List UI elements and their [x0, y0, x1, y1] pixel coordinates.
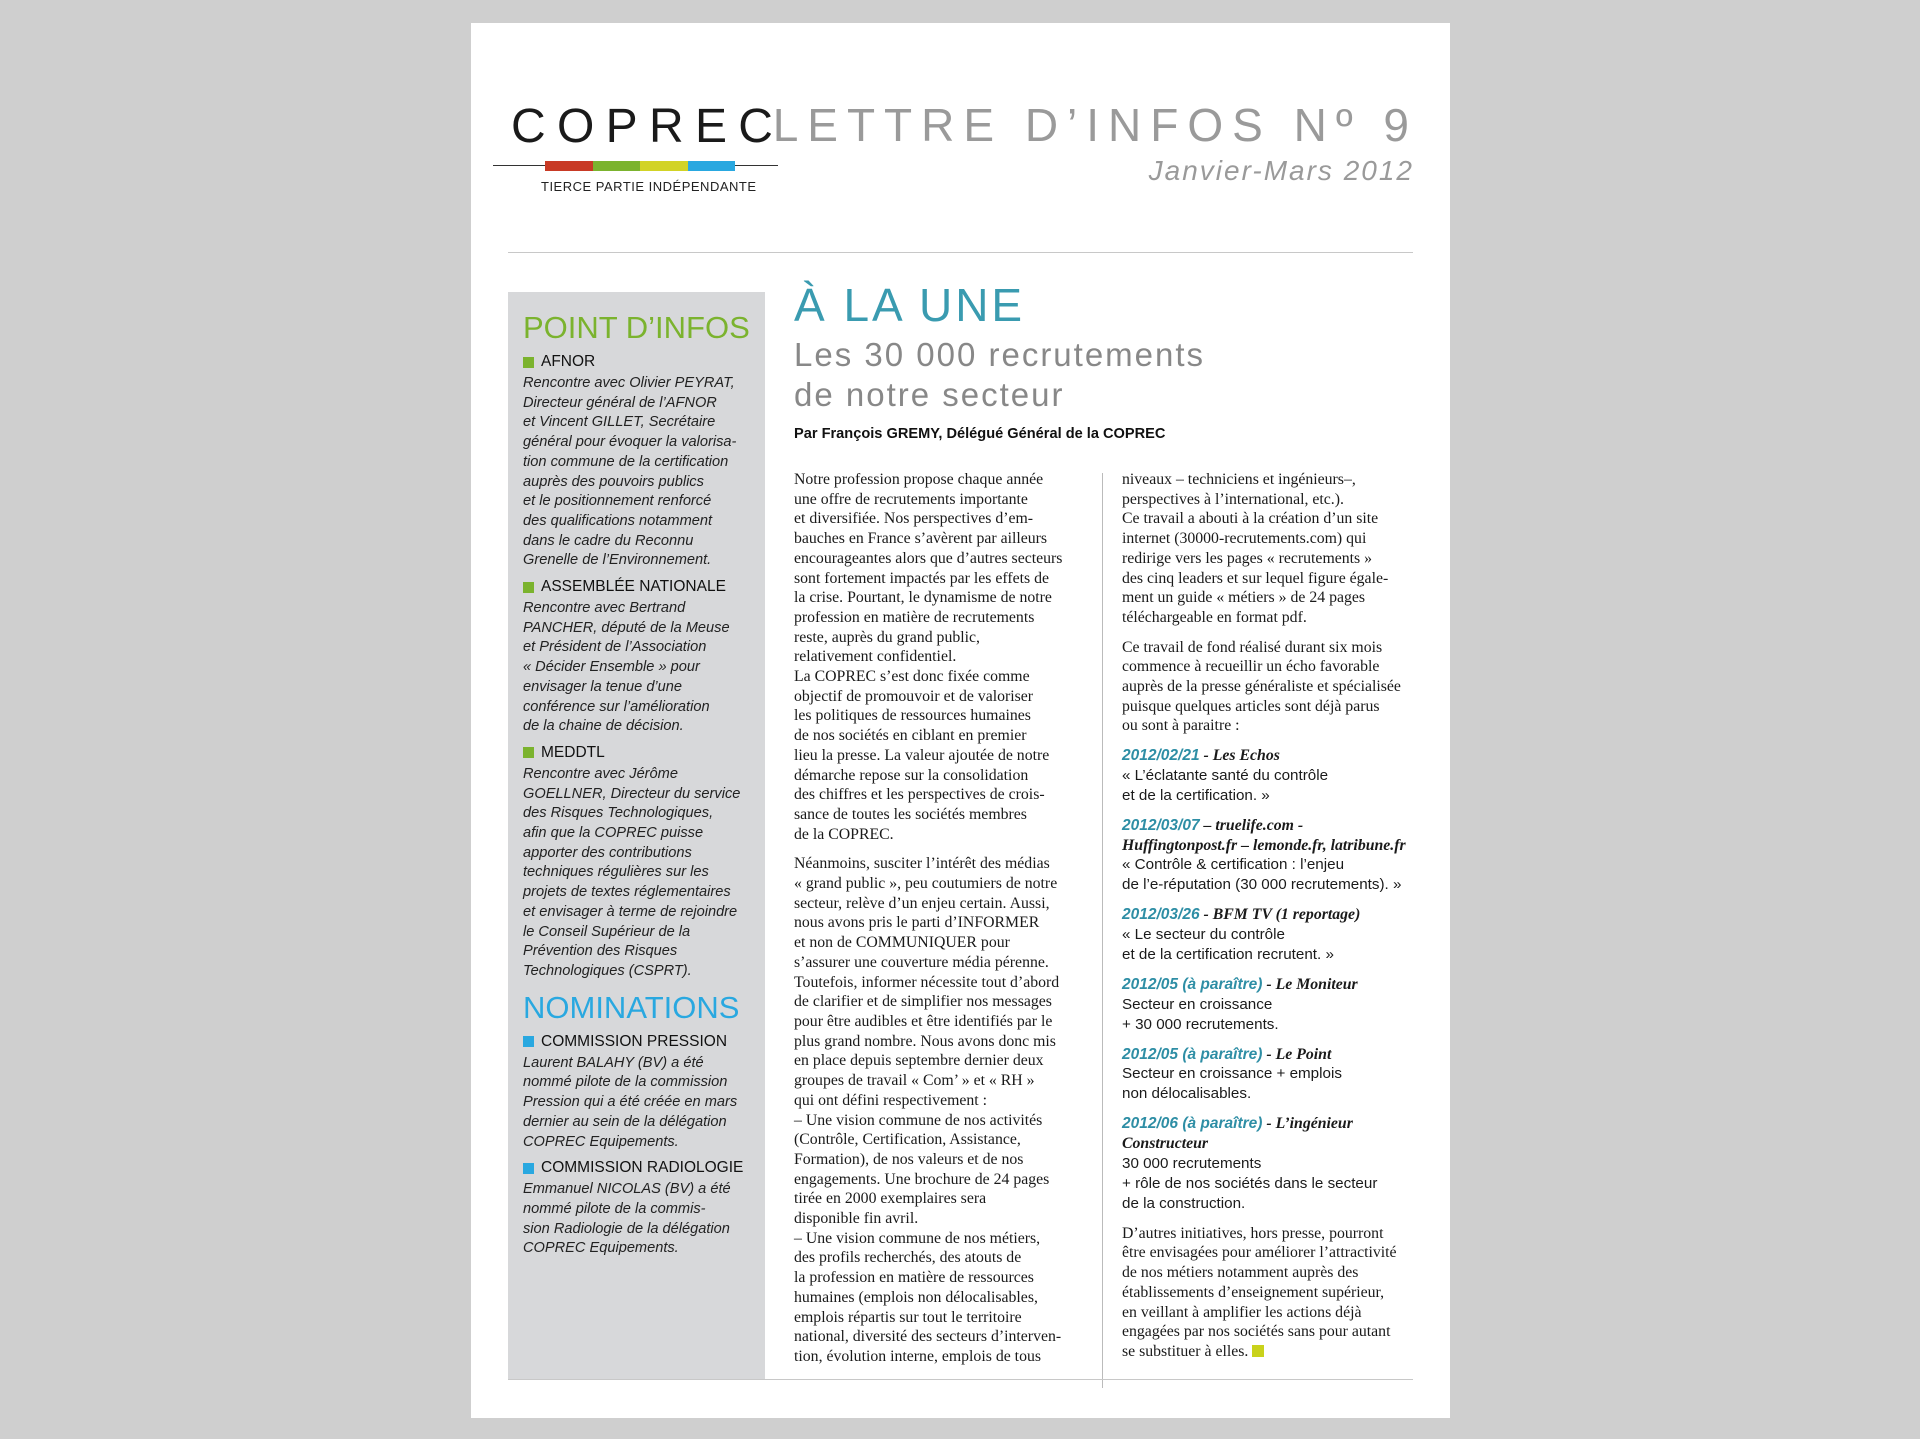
press-date: 2012/02/21 — [1122, 747, 1200, 765]
press-date: 2012/05 (à paraître) — [1122, 1045, 1263, 1063]
sidebar-item-title — [523, 743, 757, 763]
logo-letter: C — [738, 100, 773, 153]
press-item — [1122, 1114, 1422, 1213]
press-date: 2012/05 (à paraître) — [1122, 975, 1263, 993]
press-quote: « Le secteur du contrôle et de la certification recrutent. » — [1122, 925, 1334, 963]
closing-text: D’autres initiatives, hors presse, pourront être envisagées pour améliorer l’attractivité de nos métiers notamment auprès des établissements d’enseignement supérieur, en veillant à amplifier les actions déjà engagées par nos sociétés sans pour autant se substituer à elles. — [1122, 1224, 1397, 1360]
article-column-1 — [794, 470, 1064, 1377]
logo-letter: P — [605, 100, 638, 153]
logo-bar-blue — [688, 161, 736, 171]
press-date: 2012/03/26 — [1122, 906, 1200, 924]
press-heading — [1122, 905, 1422, 925]
newsletter-date: Janvier-Mars 2012 — [1148, 155, 1414, 186]
newsletter-title: LETTRE D’INFOS Nº 9 — [772, 99, 1418, 151]
press-source: – truelife.com - Huffingtonpost.fr – lemonde.fr, latribune.fr — [1122, 816, 1406, 854]
sidebar-item-title — [523, 577, 757, 597]
sidebar-item-title — [523, 1158, 757, 1178]
sidebar-item-text: Rencontre avec Olivier PEYRAT, Directeur général de l’AFNOR et Vincent GILLET, Secrétaire général pour évoquer la valorisa- tion commune de la certification auprès des pouvoirs publics et le positionnement renforcé des qualifications notamment dans le cadre du Reconnu Grenelle de l’Environnement. — [523, 375, 737, 569]
logo-bar-yellow — [640, 161, 688, 171]
press-source: - Le Moniteur — [1262, 975, 1358, 993]
press-quote: Secteur en croissance + emplois non délocalisables. — [1122, 1065, 1342, 1103]
article-closing-paragraph — [1122, 1224, 1422, 1362]
green-square-icon — [523, 747, 534, 758]
sidebar-item-text: Laurent BALAHY (BV) a été nommé pilote de la commission Pression qui a été créée en mars dernier au sein de la délégation COPREC Equipements. — [523, 1054, 738, 1150]
logo-bar-green — [593, 161, 641, 171]
press-item — [1122, 905, 1422, 965]
logo-letter: C — [511, 100, 546, 153]
article-paragraph: Ce travail de fond réalisé durant six mois commence à recueillir un écho favorable auprès de la presse généraliste et spécialisée puisque quelques articles sont déjà parus ou sont à paraitre : — [1122, 638, 1401, 735]
logo-bar-red — [545, 161, 593, 171]
logo-letter: O — [556, 100, 595, 153]
green-square-icon — [523, 357, 534, 368]
press-quote: « L’éclatante santé du contrôle et de la certification. » — [1122, 766, 1329, 804]
sidebar-item-text: Rencontre avec Jérôme GOELLNER, Directeur du service des Risques Technologiques, afin que la COPREC puisse apporter des contributions techniques régulières sur les projets de textes réglementaires et envisager à terme de rejoindre le Conseil Supérieur de la Prévention des Risques Technologiques (CSPRT). — [523, 765, 741, 979]
press-source: - Le Point — [1262, 1045, 1332, 1063]
sidebar-panel — [508, 292, 765, 1379]
logo-wordmark — [511, 99, 773, 155]
footer-divider — [508, 1379, 1413, 1380]
header-divider — [508, 252, 1413, 253]
nominations-heading: NOMINATIONS — [523, 989, 740, 1025]
press-date: 2012/06 (à paraître) — [1122, 1115, 1263, 1133]
press-item — [1122, 816, 1422, 895]
press-heading — [1122, 1045, 1422, 1065]
press-heading — [1122, 975, 1422, 995]
end-mark-icon — [1252, 1345, 1264, 1357]
press-quote: « Contrôle & certification : l’enjeu de l’e-réputation (30 000 recrutements). » — [1122, 856, 1402, 894]
press-heading — [1122, 1114, 1422, 1153]
article-column-2 — [1122, 470, 1422, 1372]
column-divider — [1102, 473, 1103, 1388]
item-title-text: MEDDTL — [541, 743, 605, 761]
article-headline: Les 30 000 recrutements de notre secteur — [794, 336, 1206, 413]
item-title-text: AFNOR — [541, 353, 596, 370]
blue-square-icon — [523, 1163, 534, 1174]
sidebar-item-title — [523, 352, 757, 372]
press-item — [1122, 1045, 1422, 1105]
logo-tagline: TIERCE PARTIE INDÉPENDANTE — [541, 179, 757, 194]
item-title-text: COMMISSION RADIOLOGIE — [541, 1159, 744, 1177]
article-paragraph: Néanmoins, susciter l’intérêt des médias « grand public », peu coutumiers de notre secteur, relève d’un enjeu certain. Aussi, nous avons pris le parti d’INFORMER et non de COMMUNIQUER pour s’assurer une couverture média pérenne. Toutefois, informer nécessite tout d’abord de clarifier et de simplifier nos messages pour être audibles et être identifiés par le plus grand nombre. Nous avons donc mis en place depuis septembre dernier deux groupes de travail « Com’ » et « RH » qui ont défini respectivement : – Une vision commune de nos activités (Contrôle, Certification, Assistance, Formation), de nos valeurs et de nos engagements. Une brochure de 24 pages tirée en 2000 exemplaires sera disponible fin avril. – Une vision commune de nos métiers, des profils recherchés, des atouts de la profession en matière de ressources humaines (emplois non délocalisables, emplois répartis sur tout le territoire national, diversité des secteurs d’interven- tion, évolution interne, emplois de tous — [794, 855, 1062, 1365]
press-heading — [1122, 746, 1422, 766]
article-byline: Par François GREMY, Délégué Général de la COPREC — [794, 426, 1166, 442]
item-title-text: ASSEMBLÉE NATIONALE — [541, 578, 726, 596]
sidebar-item-text: Emmanuel NICOLAS (BV) a été nommé pilote de la commis- sion Radiologie de la délégation COPREC Equipements. — [523, 1181, 731, 1257]
green-square-icon — [523, 582, 534, 593]
sidebar-item-text: Rencontre avec Bertrand PANCHER, député de la Meuse et Président de l’Association « Décider Ensemble » pour envisager la tenue d’une conférence sur l’amélioration de la chaine de décision. — [523, 600, 730, 735]
item-title-text: COMMISSION PRESSION — [541, 1032, 728, 1050]
section-kicker: À LA UNE — [794, 279, 1026, 331]
press-date: 2012/03/07 — [1122, 816, 1200, 834]
article-paragraph: Notre profession propose chaque année une offre de recrutements importante et diversifiée. Nos perspectives d’em- bauches en France s’avèrent par ailleurs encourageantes alors que d’autres secteurs sont fortement impactés par les effets de la crise. Pourtant, le dynamisme de notre profession en matière de recrutements reste, auprès du grand public, relativement confidentiel. La COPREC s’est donc fixée comme objectif de promouvoir et de valoriser les politiques de ressources humaines de nos sociétés en ciblant en premier lieu la presse. La valeur ajoutée de notre démarche repose sur la consolidation des chiffres et les perspectives de crois- sance de toutes les sociétés membres de la COPREC. — [794, 471, 1063, 843]
coprec-logo — [493, 99, 778, 209]
press-item — [1122, 975, 1422, 1035]
press-quote: 30 000 recrutements + rôle de nos sociétés dans le secteur de la construction. — [1122, 1154, 1378, 1212]
press-quote: Secteur en croissance + 30 000 recrutements. — [1122, 995, 1279, 1033]
logo-letter: R — [648, 100, 684, 153]
press-source: - BFM TV (1 reportage) — [1199, 906, 1361, 924]
newsletter-page — [471, 23, 1450, 1418]
logo-color-bars — [545, 161, 735, 171]
press-source: - Les Echos — [1199, 747, 1280, 765]
press-source: - L’ingénieur Constructeur — [1122, 1115, 1353, 1153]
logo-letter: E — [694, 100, 727, 153]
article-paragraph: niveaux – techniciens et ingénieurs–, perspectives à l’international, etc.). Ce travail a abouti à la création d’un site internet (30000-recrutements.com) qui redirige vers les pages « recrutements » des cinq leaders et sur lequel figure égale- ment un guide « métiers » de 24 pages téléchargeable en format pdf. — [1122, 471, 1389, 626]
press-item — [1122, 746, 1422, 806]
press-heading — [1122, 816, 1422, 855]
blue-square-icon — [523, 1036, 534, 1047]
sidebar-item-title — [523, 1032, 757, 1052]
point-infos-heading: POINT D’INFOS — [523, 310, 750, 345]
